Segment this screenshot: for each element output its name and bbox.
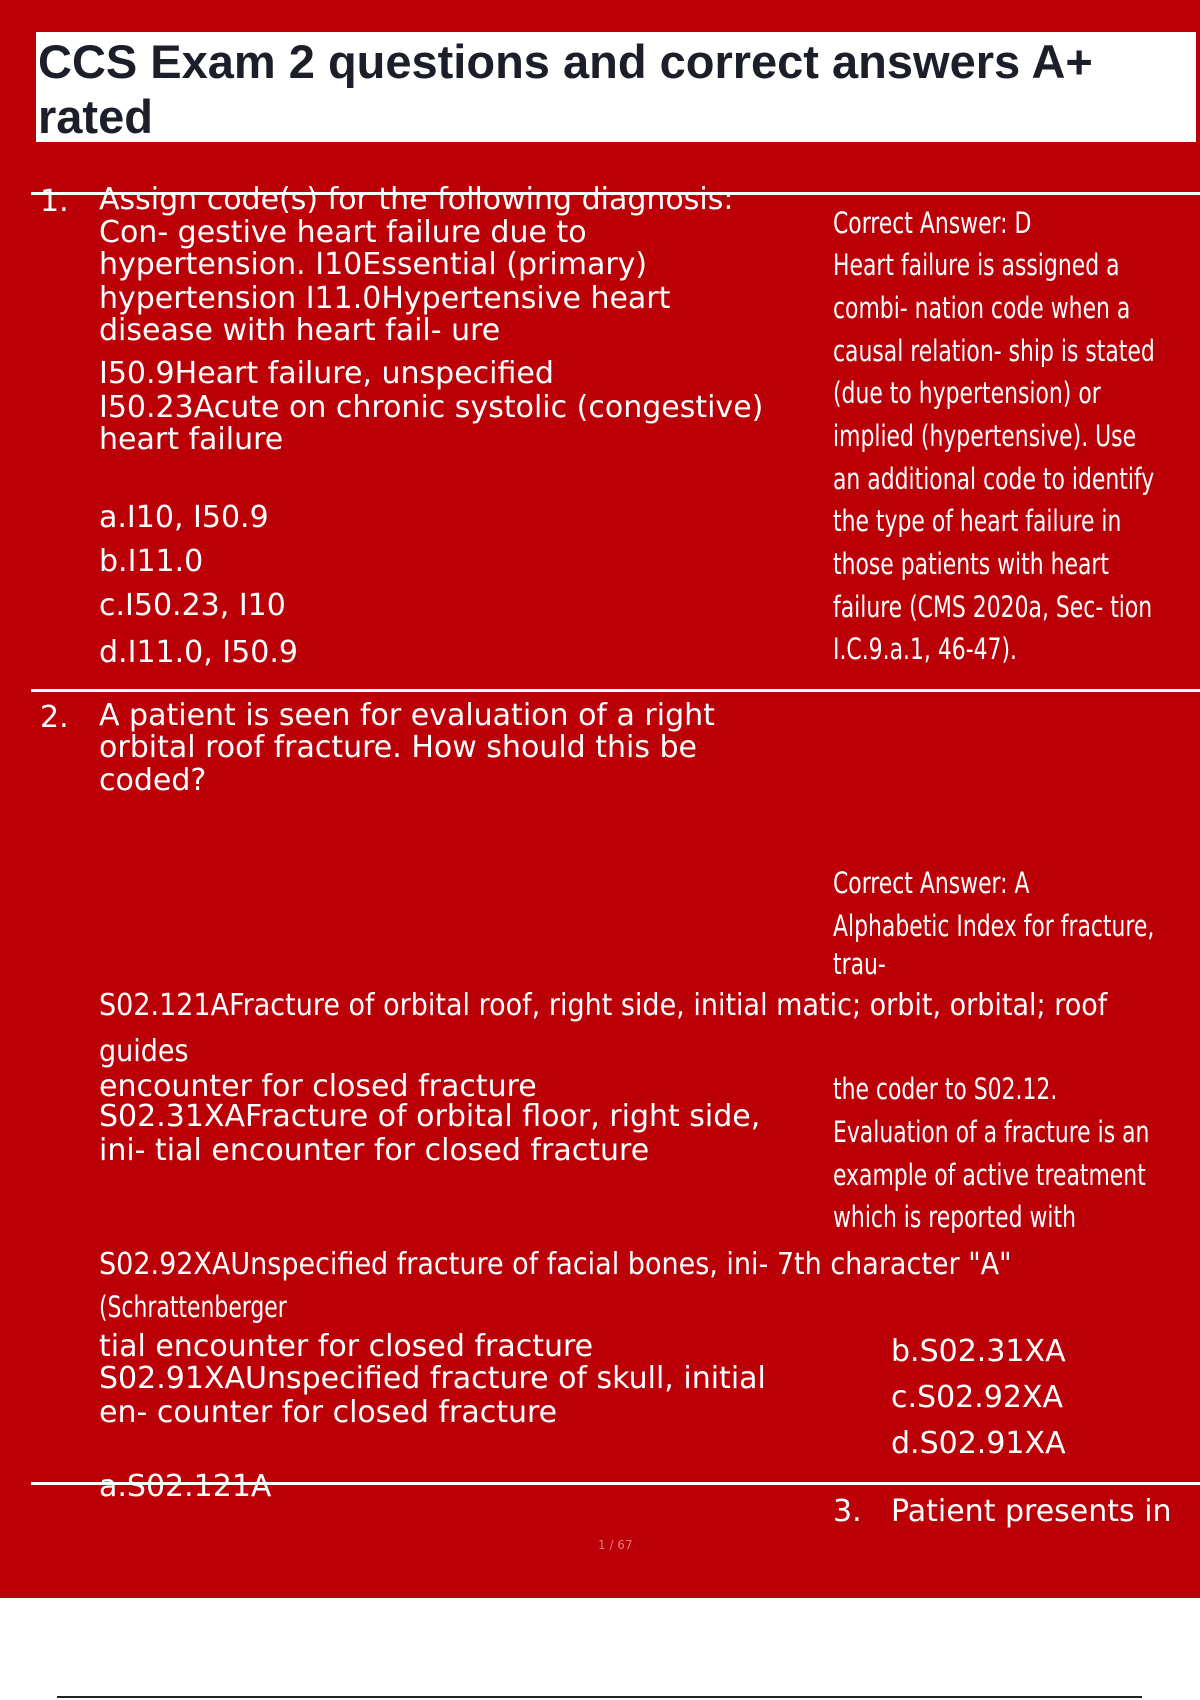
q1-code-line: I50.9Heart failure, unspecified [99, 356, 554, 391]
q1-code-line: I50.23Acute on chronic systolic (congestive) [99, 390, 764, 425]
page-bottom-divider [57, 1696, 1142, 1698]
q2-text-line: coded? [99, 763, 207, 798]
q2-option-b: b.S02.31XA [891, 1334, 1066, 1369]
q2-code-line: S02.31XAFracture of orbital floor, right side, [99, 1099, 761, 1134]
q1-answer-line: causal relation- ship is stated [833, 334, 1155, 368]
q1-answer-line: Correct Answer: D [833, 206, 1032, 240]
question-divider [31, 689, 1200, 692]
q2-schrattenberger: (Schrattenberger [99, 1290, 287, 1324]
q1-option-a: a.I10, I50.9 [99, 500, 269, 535]
q1-answer-line: the type of heart failure in [833, 504, 1122, 538]
document-title: CCS Exam 2 questions and correct answers A+ rated [38, 35, 1093, 143]
q2-mixed-line: S02.92XAUnspecified fracture of facial bones, ini- 7th character "A" [99, 1247, 1012, 1282]
q1-answer-line: (due to hypertension) or [833, 376, 1101, 410]
q1-text-line: Con- gestive heart failure due to [99, 215, 587, 250]
q2-option-a: a.S02.121A [99, 1469, 272, 1504]
q1-answer-line: implied (hypertensive). Use [833, 419, 1137, 453]
q2-answer-line: the coder to S02.12. [833, 1072, 1058, 1106]
q1-text-line: Assign code(s) for the following diagnosis: [99, 182, 734, 217]
q2-answer-line: Correct Answer: A [833, 866, 1030, 900]
q1-number: 1. [40, 184, 69, 219]
page-indicator: 1 / 67 [598, 1538, 633, 1552]
q1-answer-line: combi- nation code when a [833, 291, 1131, 325]
q2-code-line: tial encounter for closed fracture [99, 1329, 594, 1364]
q2-text-line: A patient is seen for evaluation of a right [99, 698, 715, 733]
q3-number: 3. [833, 1494, 862, 1529]
q2-option-d: d.S02.91XA [891, 1426, 1066, 1461]
q2-answer-line: which is reported with [833, 1200, 1077, 1234]
q2-answer-line: example of active treatment [833, 1158, 1146, 1192]
q1-answer-line: I.C.9.a.1, 46-47). [833, 632, 1018, 666]
q1-text-line: disease with heart fail- ure [99, 313, 501, 348]
q1-answer-line: Heart failure is assigned a [833, 248, 1120, 282]
q1-option-d: d.I11.0, I50.9 [99, 635, 298, 670]
q2-option-c: c.S02.92XA [891, 1380, 1064, 1415]
q1-answer-line: those patients with heart [833, 547, 1109, 581]
q1-answer-line: an additional code to identify [833, 462, 1155, 496]
q2-code-line: en- counter for closed fracture [99, 1395, 558, 1430]
q2-code-line: ini- tial encounter for closed fracture [99, 1133, 650, 1168]
q2-mixed-line: S02.121AFracture of orbital roof, right side, initial matic; orbit, orbital; roof [99, 988, 1108, 1023]
q1-answer-line: failure (CMS 2020a, Sec- tion [833, 590, 1153, 624]
title-box [36, 32, 1196, 142]
q1-code-line: heart failure [99, 422, 284, 457]
q2-code-line: S02.91XAUnspecified fracture of skull, initial [99, 1361, 766, 1396]
q2-answer-line: Evaluation of a fracture is an [833, 1115, 1150, 1149]
q2-number: 2. [40, 700, 69, 735]
q2-text-line: orbital roof fracture. How should this be [99, 730, 698, 765]
q3-text: Patient presents in [891, 1494, 1172, 1529]
q1-text-line: hypertension. I10Essential (primary) [99, 247, 648, 282]
q1-option-c: c.I50.23, I10 [99, 588, 286, 623]
q2-answer-line: trau- [833, 947, 886, 981]
q1-option-b: b.I11.0 [99, 544, 204, 579]
q2-answer-line: Alphabetic Index for fracture, [833, 909, 1155, 943]
q1-text-line: hypertension I11.0Hypertensive heart [99, 281, 671, 316]
q2-code-line: encounter for closed fracture [99, 1069, 537, 1104]
q2-guides: guides [99, 1034, 189, 1069]
